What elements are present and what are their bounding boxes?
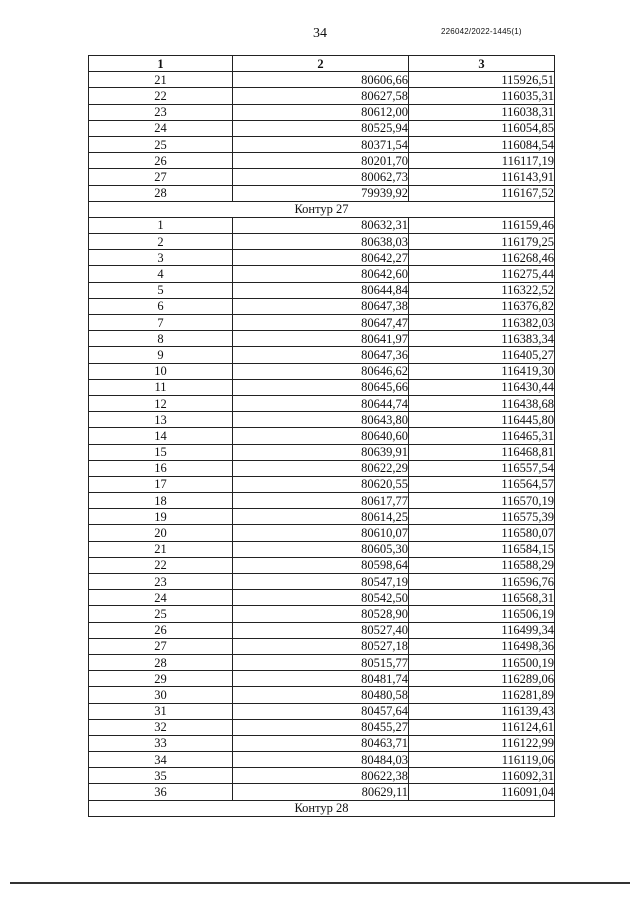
- y-coordinate: 116119,06: [409, 752, 555, 768]
- x-coordinate: 80371,54: [233, 136, 409, 152]
- bottom-rule: [10, 882, 630, 884]
- header-row: [89, 56, 555, 72]
- y-coordinate: 116322,52: [409, 282, 555, 298]
- x-coordinate: 80515,77: [233, 654, 409, 670]
- table-row: [89, 784, 555, 800]
- table-row: [89, 363, 555, 379]
- x-coordinate: 80617,77: [233, 493, 409, 509]
- x-coordinate: 80639,91: [233, 444, 409, 460]
- y-coordinate: 116383,34: [409, 331, 555, 347]
- point-number: 22: [89, 88, 233, 104]
- table-row: [89, 541, 555, 557]
- table-row: [89, 622, 555, 638]
- table-row: [89, 735, 555, 751]
- x-coordinate: 80528,90: [233, 606, 409, 622]
- y-coordinate: 116575,39: [409, 509, 555, 525]
- x-coordinate: 80638,03: [233, 234, 409, 250]
- y-coordinate: 116596,76: [409, 574, 555, 590]
- table-row: [89, 217, 555, 233]
- y-coordinate: 116035,31: [409, 88, 555, 104]
- table-row: [89, 654, 555, 670]
- point-number: 14: [89, 428, 233, 444]
- table-row: [89, 525, 555, 541]
- point-number: 26: [89, 622, 233, 638]
- point-number: 16: [89, 460, 233, 476]
- point-number: 6: [89, 298, 233, 314]
- table-row: [89, 169, 555, 185]
- table-row: [89, 687, 555, 703]
- y-coordinate: 116468,81: [409, 444, 555, 460]
- point-number: 11: [89, 379, 233, 395]
- x-coordinate: 80645,66: [233, 379, 409, 395]
- x-coordinate: 80062,73: [233, 169, 409, 185]
- table-row: [89, 136, 555, 152]
- point-number: 27: [89, 638, 233, 654]
- x-coordinate: 80622,38: [233, 768, 409, 784]
- y-coordinate: 116430,44: [409, 379, 555, 395]
- y-coordinate: 116568,31: [409, 590, 555, 606]
- point-number: 26: [89, 153, 233, 169]
- table-row: [89, 153, 555, 169]
- point-number: 22: [89, 557, 233, 573]
- point-number: 23: [89, 104, 233, 120]
- y-coordinate: 116268,46: [409, 250, 555, 266]
- point-number: 3: [89, 250, 233, 266]
- y-coordinate: 116092,31: [409, 768, 555, 784]
- section-title: Контур 27: [89, 201, 555, 217]
- y-coordinate: 116465,31: [409, 428, 555, 444]
- table-row: [89, 638, 555, 654]
- x-coordinate: 80644,84: [233, 282, 409, 298]
- x-coordinate: 80620,55: [233, 476, 409, 492]
- table-row: [89, 719, 555, 735]
- point-number: 25: [89, 606, 233, 622]
- table-row: [89, 331, 555, 347]
- y-coordinate: 116139,43: [409, 703, 555, 719]
- table-row: [89, 703, 555, 719]
- point-number: 24: [89, 590, 233, 606]
- y-coordinate: 116117,19: [409, 153, 555, 169]
- table-row: [89, 557, 555, 573]
- x-coordinate: 79939,92: [233, 185, 409, 201]
- table-row: [89, 590, 555, 606]
- point-number: 13: [89, 412, 233, 428]
- table-row: [89, 185, 555, 201]
- x-coordinate: 80547,19: [233, 574, 409, 590]
- page-number: 34: [313, 26, 327, 41]
- y-coordinate: 116500,19: [409, 654, 555, 670]
- point-number: 33: [89, 735, 233, 751]
- column-header-1: 1: [89, 56, 233, 72]
- table-row: [89, 444, 555, 460]
- y-coordinate: 116584,15: [409, 541, 555, 557]
- y-coordinate: 116122,99: [409, 735, 555, 751]
- point-number: 7: [89, 315, 233, 331]
- y-coordinate: 116179,25: [409, 234, 555, 250]
- x-coordinate: 80455,27: [233, 719, 409, 735]
- point-number: 18: [89, 493, 233, 509]
- table-row: [89, 379, 555, 395]
- table-row: [89, 671, 555, 687]
- point-number: 27: [89, 169, 233, 185]
- point-number: 35: [89, 768, 233, 784]
- x-coordinate: 80644,74: [233, 395, 409, 411]
- y-coordinate: 116588,29: [409, 557, 555, 573]
- table-row: [89, 509, 555, 525]
- table-row: [89, 476, 555, 492]
- y-coordinate: 116419,30: [409, 363, 555, 379]
- y-coordinate: 116038,31: [409, 104, 555, 120]
- x-coordinate: 80629,11: [233, 784, 409, 800]
- table-row: [89, 88, 555, 104]
- point-number: 2: [89, 234, 233, 250]
- point-number: 30: [89, 687, 233, 703]
- point-number: 25: [89, 136, 233, 152]
- x-coordinate: 80647,36: [233, 347, 409, 363]
- table-row: [89, 104, 555, 120]
- point-number: 21: [89, 72, 233, 88]
- y-coordinate: 116564,57: [409, 476, 555, 492]
- y-coordinate: 116167,52: [409, 185, 555, 201]
- table-row: [89, 395, 555, 411]
- table-row: [89, 606, 555, 622]
- point-number: 5: [89, 282, 233, 298]
- table-row: [89, 752, 555, 768]
- y-coordinate: 116376,82: [409, 298, 555, 314]
- y-coordinate: 116159,46: [409, 217, 555, 233]
- x-coordinate: 80605,30: [233, 541, 409, 557]
- table-row: [89, 428, 555, 444]
- point-number: 36: [89, 784, 233, 800]
- x-coordinate: 80484,03: [233, 752, 409, 768]
- y-coordinate: 116506,19: [409, 606, 555, 622]
- y-coordinate: 116405,27: [409, 347, 555, 363]
- y-coordinate: 116281,89: [409, 687, 555, 703]
- table-row: [89, 493, 555, 509]
- x-coordinate: 80527,18: [233, 638, 409, 654]
- y-coordinate: 116498,36: [409, 638, 555, 654]
- table-row: [89, 282, 555, 298]
- x-coordinate: 80480,58: [233, 687, 409, 703]
- table-row: [89, 266, 555, 282]
- point-number: 28: [89, 654, 233, 670]
- point-number: 31: [89, 703, 233, 719]
- table-row: [89, 234, 555, 250]
- point-number: 32: [89, 719, 233, 735]
- x-coordinate: 80642,27: [233, 250, 409, 266]
- table-row: [89, 574, 555, 590]
- column-header-3: 3: [409, 56, 555, 72]
- x-coordinate: 80647,47: [233, 315, 409, 331]
- x-coordinate: 80627,58: [233, 88, 409, 104]
- table-header: [89, 56, 555, 72]
- table-row: [89, 768, 555, 784]
- y-coordinate: 116143,91: [409, 169, 555, 185]
- table-row: [89, 315, 555, 331]
- column-header-2: 2: [233, 56, 409, 72]
- coordinates-table: [88, 55, 555, 817]
- point-number: 21: [89, 541, 233, 557]
- point-number: 15: [89, 444, 233, 460]
- x-coordinate: 80640,60: [233, 428, 409, 444]
- point-number: 24: [89, 120, 233, 136]
- y-coordinate: 116084,54: [409, 136, 555, 152]
- x-coordinate: 80641,97: [233, 331, 409, 347]
- point-number: 29: [89, 671, 233, 687]
- y-coordinate: 116570,19: [409, 493, 555, 509]
- point-number: 20: [89, 525, 233, 541]
- point-number: 1: [89, 217, 233, 233]
- point-number: 12: [89, 395, 233, 411]
- x-coordinate: 80481,74: [233, 671, 409, 687]
- point-number: 9: [89, 347, 233, 363]
- point-number: 4: [89, 266, 233, 282]
- x-coordinate: 80525,94: [233, 120, 409, 136]
- point-number: 23: [89, 574, 233, 590]
- y-coordinate: 116054,85: [409, 120, 555, 136]
- x-coordinate: 80646,62: [233, 363, 409, 379]
- x-coordinate: 80642,60: [233, 266, 409, 282]
- section-row: [89, 201, 555, 217]
- point-number: 10: [89, 363, 233, 379]
- x-coordinate: 80612,00: [233, 104, 409, 120]
- x-coordinate: 80457,64: [233, 703, 409, 719]
- table-row: [89, 72, 555, 88]
- y-coordinate: 116091,04: [409, 784, 555, 800]
- y-coordinate: 116499,34: [409, 622, 555, 638]
- y-coordinate: 115926,51: [409, 72, 555, 88]
- x-coordinate: 80647,38: [233, 298, 409, 314]
- table-row: [89, 460, 555, 476]
- x-coordinate: 80201,70: [233, 153, 409, 169]
- y-coordinate: 116580,07: [409, 525, 555, 541]
- x-coordinate: 80542,50: [233, 590, 409, 606]
- x-coordinate: 80598,64: [233, 557, 409, 573]
- table-row: [89, 347, 555, 363]
- y-coordinate: 116557,54: [409, 460, 555, 476]
- point-number: 17: [89, 476, 233, 492]
- y-coordinate: 116382,03: [409, 315, 555, 331]
- table-row: [89, 412, 555, 428]
- point-number: 34: [89, 752, 233, 768]
- x-coordinate: 80606,66: [233, 72, 409, 88]
- point-number: 8: [89, 331, 233, 347]
- section-title: Контур 28: [89, 800, 555, 816]
- table-row: [89, 298, 555, 314]
- y-coordinate: 116124,61: [409, 719, 555, 735]
- x-coordinate: 80632,31: [233, 217, 409, 233]
- table-row: [89, 120, 555, 136]
- y-coordinate: 116445,80: [409, 412, 555, 428]
- point-number: 28: [89, 185, 233, 201]
- table-row: [89, 250, 555, 266]
- x-coordinate: 80614,25: [233, 509, 409, 525]
- x-coordinate: 80527,40: [233, 622, 409, 638]
- y-coordinate: 116438,68: [409, 395, 555, 411]
- x-coordinate: 80463,71: [233, 735, 409, 751]
- table-body: [89, 72, 555, 817]
- x-coordinate: 80610,07: [233, 525, 409, 541]
- y-coordinate: 116275,44: [409, 266, 555, 282]
- section-row: [89, 800, 555, 816]
- x-coordinate: 80622,29: [233, 460, 409, 476]
- x-coordinate: 80643,80: [233, 412, 409, 428]
- y-coordinate: 116289,06: [409, 671, 555, 687]
- point-number: 19: [89, 509, 233, 525]
- document-code: 226042/2022-1445(1): [441, 27, 522, 36]
